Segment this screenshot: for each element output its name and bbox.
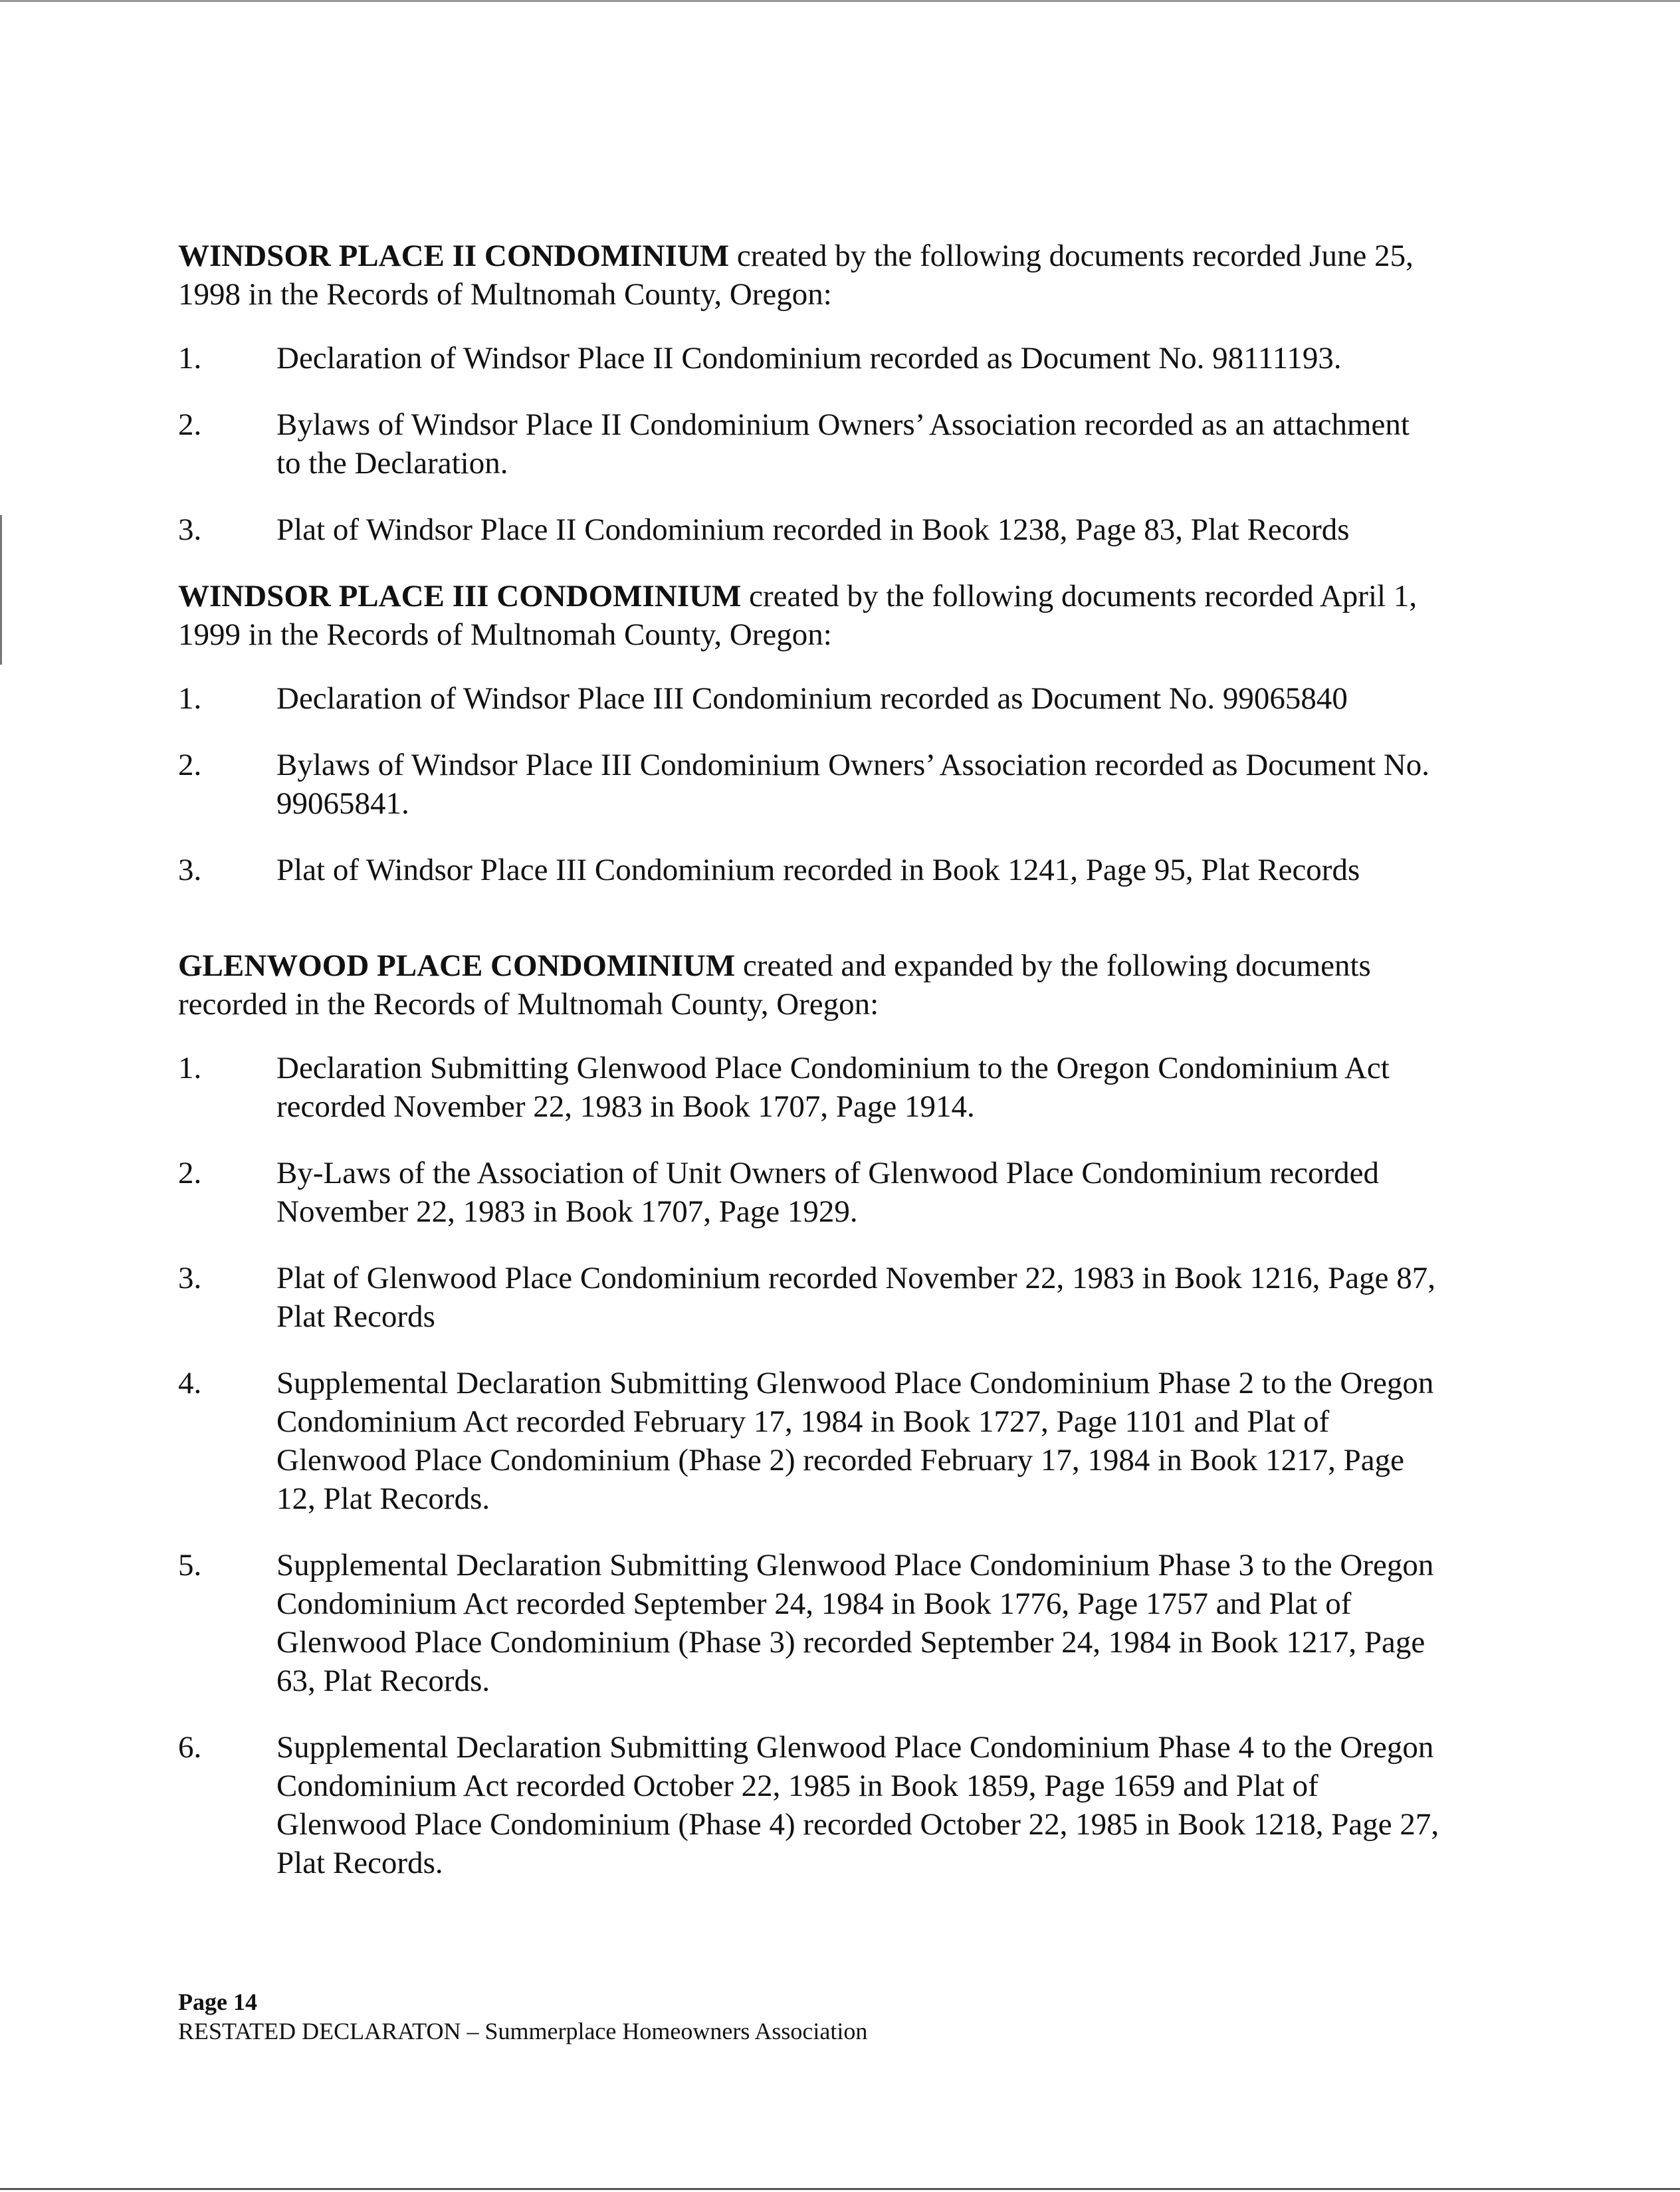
section-glenwood-place: [178, 946, 1441, 1882]
list-item: [178, 339, 1441, 378]
item-number: 5.: [178, 1548, 202, 1583]
item-text: Supplemental Declaration Submitting Glenwood Place Condominium Phase 2 to the Oregon Condominium Act recorded February 17, 1984 in Book 1727, Page 1101 and Plat of Glenwood Place Condominium (Phase 2) recorded February 17, 1984 in Book 1217, Page 12, Plat Records.: [276, 1366, 1434, 1516]
item-number: 6.: [178, 1730, 202, 1765]
item-text: Plat of Windsor Place III Condominium recorded in Book 1241, Page 95, Plat Records: [276, 853, 1360, 887]
list-item: [178, 510, 1441, 549]
section-windsor-place-ii: [178, 237, 1441, 549]
top-border-line: [0, 0, 1680, 2]
list-item: [178, 1259, 1441, 1336]
section-windsor-place-iii: [178, 577, 1441, 889]
footer-page-number: Page 14: [178, 1989, 257, 2015]
section-intro: [178, 237, 1441, 314]
section-intro: [178, 946, 1441, 1024]
item-text: Declaration of Windsor Place II Condominium recorded as Document No. 98111193.: [276, 341, 1342, 376]
document-list: [178, 1049, 1441, 1882]
item-number: 4.: [178, 1366, 202, 1400]
item-text: Plat of Glenwood Place Condominium recorded November 22, 1983 in Book 1216, Page 87, Plat Records: [276, 1261, 1435, 1334]
footer-document-title: RESTATED DECLARATON – Summerplace Homeowners Association: [178, 2018, 868, 2044]
bottom-border-line: [0, 2188, 1680, 2190]
list-item: [178, 851, 1441, 889]
list-item: [178, 405, 1441, 483]
item-text: Bylaws of Windsor Place II Condominium Owners’ Association recorded as an attachment to the Declaration.: [276, 407, 1410, 481]
item-text: Declaration of Windsor Place III Condominium recorded as Document No. 99065840: [276, 681, 1348, 716]
item-text: By-Laws of the Association of Unit Owners of Glenwood Place Condominium recorded November 22, 1983 in Book 1707, Page 1929.: [276, 1156, 1380, 1229]
item-text: Plat of Windsor Place II Condominium recorded in Book 1238, Page 83, Plat Records: [276, 512, 1350, 547]
section-intro-text: created by the following documents recorded June 25, 1998 in the Records of Multnomah County, Oregon:: [178, 239, 1414, 312]
item-text: Declaration Submitting Glenwood Place Condominium to the Oregon Condominium Act recorded November 22, 1983 in Book 1707, Page 1914.: [276, 1051, 1390, 1124]
list-item: [178, 679, 1441, 718]
item-number: 2.: [178, 748, 202, 782]
list-item: [178, 1154, 1441, 1231]
page-footer: [178, 1987, 867, 2046]
item-number: 1.: [178, 341, 202, 376]
list-item: [178, 1364, 1441, 1518]
list-item: [178, 1546, 1441, 1700]
section-intro-text: created and expanded by the following documents recorded in the Records of Multnomah County, Oregon:: [178, 948, 1371, 1022]
document-list: [178, 679, 1441, 889]
item-number: 1.: [178, 681, 202, 716]
item-number: 2.: [178, 1156, 202, 1190]
left-scan-mark: [0, 515, 2, 665]
section-intro: [178, 577, 1441, 654]
list-item: [178, 746, 1441, 823]
item-number: 3.: [178, 512, 202, 547]
item-text: Supplemental Declaration Submitting Glenwood Place Condominium Phase 4 to the Oregon Condominium Act recorded October 22, 1985 in Book 1859, Page 1659 and Plat of Glenwood Place Condominium (Phase 4) recorded October 22, 1985 in Book 1218, Page 27, Plat Records.: [276, 1730, 1439, 1880]
document-body: [178, 237, 1441, 1910]
list-item: [178, 1049, 1441, 1126]
section-title: WINDSOR PLACE III CONDOMINIUM: [178, 579, 742, 613]
item-text: Supplemental Declaration Submitting Glenwood Place Condominium Phase 3 to the Oregon Condominium Act recorded September 24, 1984 in Book 1776, Page 1757 and Plat of Glenwood Place Condominium (Phase 3) recorded September 24, 1984 in Book 1217, Page 63, Plat Records.: [276, 1548, 1434, 1698]
item-text: Bylaws of Windsor Place III Condominium Owners’ Association recorded as Document No. 99065841.: [276, 748, 1430, 821]
section-title: WINDSOR PLACE II CONDOMINIUM: [178, 239, 730, 273]
list-item: [178, 1728, 1441, 1882]
section-intro-text: created by the following documents recorded April 1, 1999 in the Records of Multnomah County, Oregon:: [178, 579, 1418, 652]
section-title: GLENWOOD PLACE CONDOMINIUM: [178, 948, 736, 983]
item-number: 3.: [178, 1261, 202, 1295]
item-number: 2.: [178, 407, 202, 442]
document-list: [178, 339, 1441, 549]
item-number: 1.: [178, 1051, 202, 1085]
item-number: 3.: [178, 853, 202, 887]
